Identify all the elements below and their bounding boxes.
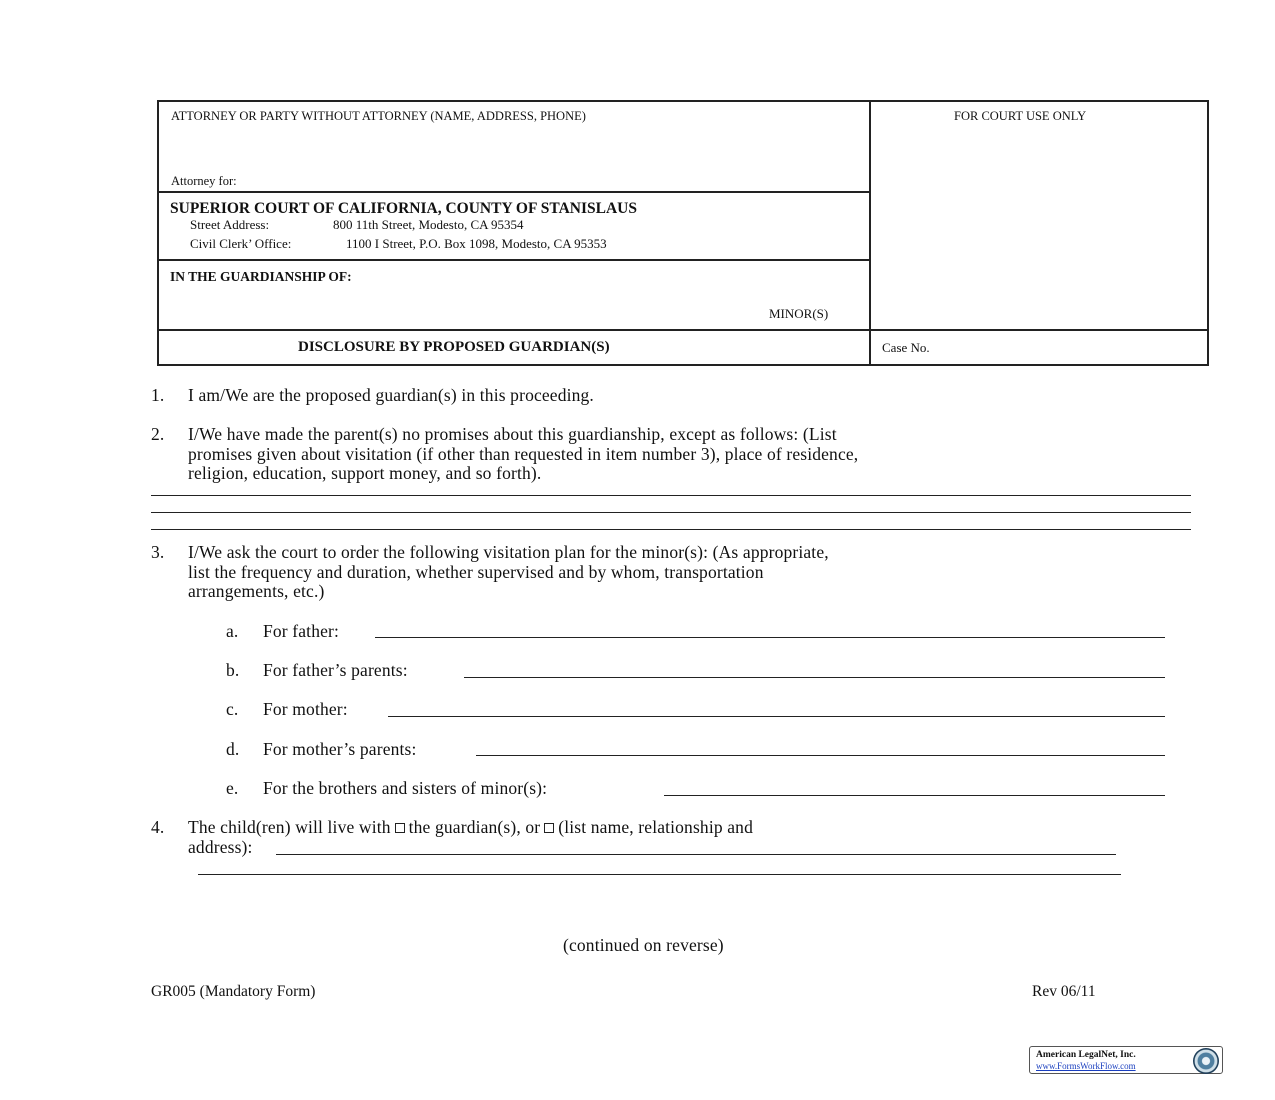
item4-part2: the guardian(s), or: [408, 817, 541, 837]
court-use-label: FOR COURT USE ONLY: [954, 109, 1087, 123]
clerk-office-value: 1100 I Street, P.O. Box 1098, Modesto, CA 95353: [346, 236, 607, 251]
siblings-visitation-line[interactable]: [664, 795, 1165, 796]
father-visitation-line[interactable]: [375, 637, 1165, 638]
item2-line1: I/We have made the parent(s) no promises about this guardianship, except as follows: (List: [188, 424, 837, 444]
street-address-label: Street Address:: [190, 217, 270, 232]
attorney-name-field[interactable]: [170, 130, 860, 170]
clerk-office-label: Civil Clerk’ Office:: [190, 236, 292, 251]
item4-number: 4.: [151, 817, 165, 837]
court-name: SUPERIOR COURT OF CALIFORNIA, COUNTY OF STANISLAUS: [170, 200, 637, 217]
sub-c-label: For mother:: [263, 699, 348, 719]
continued-note: (continued on reverse): [563, 935, 724, 955]
minors-label: MINOR(S): [769, 306, 829, 321]
item3-number: 3.: [151, 542, 165, 562]
other-residence-checkbox[interactable]: [544, 823, 554, 833]
sub-d-label: For mother’s parents:: [263, 739, 417, 759]
logo-company: American LegalNet, Inc.: [1036, 1050, 1136, 1060]
attorney-for-label: Attorney for:: [171, 174, 237, 188]
header-divider-attorney: [157, 191, 870, 193]
item4-part1: The child(ren) will live with: [188, 817, 391, 837]
item3-line1: I/We ask the court to order the following visitation plan for the minor(s): (As appropriate,: [188, 542, 829, 562]
header-divider-title: [157, 329, 1209, 331]
legalnet-logo-badge[interactable]: [1029, 1046, 1223, 1074]
item2-answer-line-1[interactable]: [151, 495, 1191, 496]
guardianship-label: IN THE GUARDIANSHIP OF:: [170, 269, 352, 284]
form-revision: Rev 06/11: [1032, 983, 1096, 1000]
item3-line3: arrangements, etc.): [188, 581, 325, 601]
sub-c-letter: c.: [226, 699, 239, 719]
item1-number: 1.: [151, 385, 165, 405]
item2-answer-line-2[interactable]: [151, 512, 1191, 513]
fathers-parents-visitation-line[interactable]: [464, 677, 1165, 678]
globe-icon: [1193, 1048, 1219, 1074]
sub-e-label: For the brothers and sisters of minor(s):: [263, 778, 548, 798]
item4-line1: [188, 817, 753, 838]
item1-text: I am/We are the proposed guardian(s) in this proceeding.: [188, 385, 594, 405]
item2-answer-line-3[interactable]: [151, 529, 1191, 530]
item2-line3: religion, education, support money, and so forth).: [188, 463, 542, 483]
case-no-label: Case No.: [882, 340, 930, 355]
item4-address-label: address):: [188, 837, 253, 857]
sub-b-letter: b.: [226, 660, 240, 680]
logo-url[interactable]: www.FormsWorkFlow.com: [1036, 1061, 1136, 1071]
item3-line2: list the frequency and duration, whether supervised and by whom, transportation: [188, 562, 764, 582]
guardianship-minor-field[interactable]: [170, 288, 760, 320]
sub-b-label: For father’s parents:: [263, 660, 408, 680]
mothers-parents-visitation-line[interactable]: [476, 755, 1165, 756]
item2-line2: promises given about visitation (if other than requested in item number 3), place of residence,: [188, 444, 859, 464]
form-title: DISCLOSURE BY PROPOSED GUARDIAN(S): [298, 339, 610, 355]
sub-e-letter: e.: [226, 778, 239, 798]
attorney-label: ATTORNEY OR PARTY WITHOUT ATTORNEY (NAME, ADDRESS, PHONE): [171, 109, 586, 123]
guardian-residence-checkbox[interactable]: [395, 823, 405, 833]
mother-visitation-line[interactable]: [388, 716, 1165, 717]
residence-address-line-2[interactable]: [198, 874, 1121, 875]
residence-address-line-1[interactable]: [276, 854, 1116, 855]
sub-d-letter: d.: [226, 739, 240, 759]
sub-a-label: For father:: [263, 621, 339, 641]
header-divider-court: [157, 259, 870, 261]
court-use-field[interactable]: [880, 128, 1200, 323]
item2-number: 2.: [151, 424, 165, 444]
case-no-field[interactable]: [945, 336, 1200, 360]
attorney-for-field[interactable]: [260, 172, 860, 188]
item4-part3: (list name, relationship and: [558, 817, 753, 837]
street-address-value: 800 11th Street, Modesto, CA 95354: [333, 217, 524, 232]
form-id: GR005 (Mandatory Form): [151, 983, 316, 1000]
header-column-divider: [869, 100, 871, 366]
sub-a-letter: a.: [226, 621, 239, 641]
